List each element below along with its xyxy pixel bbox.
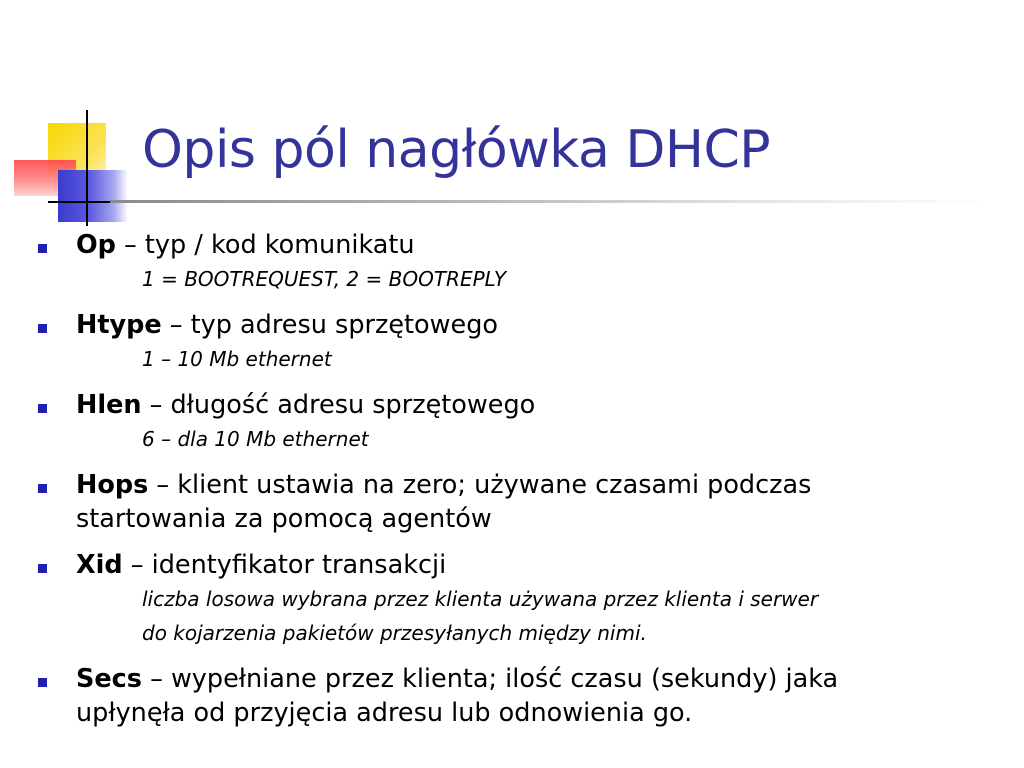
item-note: do kojarzenia pakietów przesyłanych między nimi. <box>142 621 647 645</box>
item-continuation: startowania za pomocą agentów <box>76 504 492 534</box>
item-separator: – <box>141 664 171 694</box>
item-note: liczba losowa wybrana przez klienta używana przez klienta i serwer <box>142 587 819 611</box>
item-description: długość adresu sprzętowego <box>170 390 536 420</box>
item-line <box>76 662 1024 696</box>
list-item-secs <box>0 662 1024 730</box>
item-line <box>76 388 1024 422</box>
bullet-square-icon <box>38 244 47 253</box>
item-term: Htype <box>76 310 162 340</box>
item-term: Hops <box>76 470 149 500</box>
item-note: 1 – 10 Mb ethernet <box>142 347 332 371</box>
slide-logo-decoration <box>0 0 160 240</box>
item-line <box>76 308 1024 342</box>
bullet-square-icon <box>38 564 47 573</box>
item-description: klient ustawia na zero; używane czasami podczas <box>177 470 812 500</box>
logo-vertical-line <box>86 110 88 226</box>
item-separator: – <box>148 470 178 500</box>
bullet-square-icon <box>38 678 47 687</box>
item-description: typ / kod komunikatu <box>144 230 415 260</box>
item-separator: – <box>115 230 145 260</box>
item-term: Op <box>76 230 116 260</box>
item-line <box>76 468 1024 502</box>
item-note: 1 = BOOTREQUEST, 2 = BOOTREPLY <box>142 267 507 291</box>
title-underline-rule <box>110 200 990 203</box>
bullet-list <box>0 228 1024 730</box>
item-continuation: upłynęła od przyjęcia adresu lub odnowienia go. <box>76 698 693 728</box>
bullet-square-icon <box>38 404 47 413</box>
item-note: 6 – dla 10 Mb ethernet <box>142 427 369 451</box>
slide-title: Opis pól nagłówka DHCP <box>142 120 771 180</box>
item-separator: – <box>122 550 152 580</box>
item-term: Hlen <box>76 390 142 420</box>
list-item-op <box>0 228 1024 296</box>
item-description: identyfikator transakcji <box>151 550 447 580</box>
item-description: wypełniane przez klienta; ilość czasu (sekundy) jaka <box>170 664 839 694</box>
list-item-hlen <box>0 388 1024 456</box>
bullet-square-icon <box>38 324 47 333</box>
item-description: typ adresu sprzętowego <box>190 310 498 340</box>
item-separator: – <box>141 390 171 420</box>
item-separator: – <box>161 310 191 340</box>
item-line <box>76 548 1024 582</box>
bullet-square-icon <box>38 484 47 493</box>
item-term: Xid <box>76 550 123 580</box>
list-item-hops <box>0 468 1024 536</box>
list-item-htype <box>0 308 1024 376</box>
item-line <box>76 228 1024 262</box>
list-item-xid <box>0 548 1024 650</box>
logo-blue-square <box>58 170 128 222</box>
item-term: Secs <box>76 664 142 694</box>
